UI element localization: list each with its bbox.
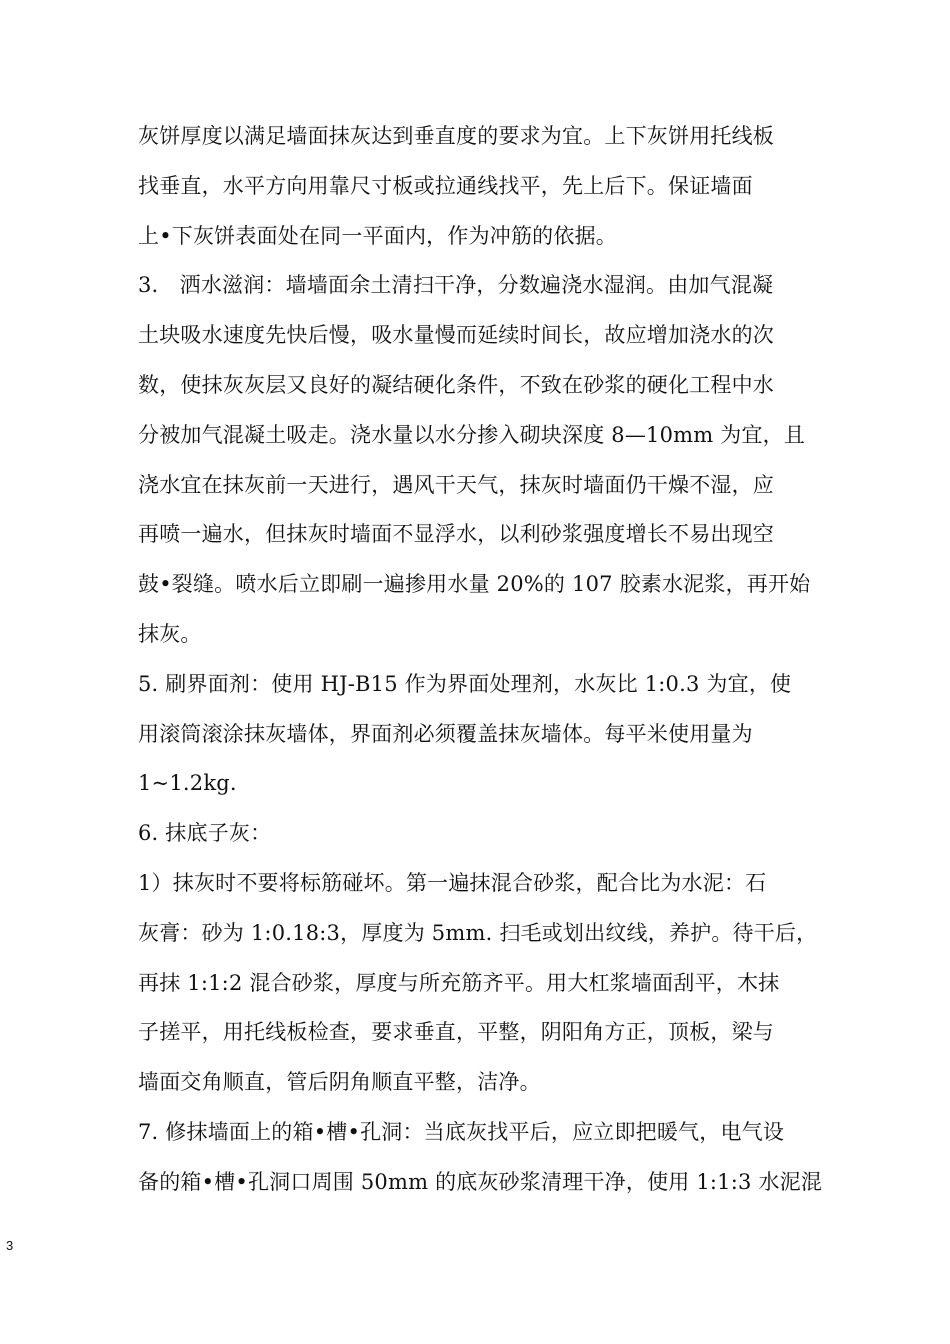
text-line: 5. 刷界面剂：使用 HJ-B15 作为界面处理剂，水灰比 1:0.3 为宜，使 xyxy=(138,671,792,696)
text-line: 子搓平，用托线板检查，要求垂直，平整，阴阳角方正，顶板，梁与 xyxy=(138,1020,774,1045)
text-line: 7. 修抹墙面上的箱•槽•孔洞：当底灰找平后，应立即把暖气，电气设 xyxy=(138,1119,785,1144)
text-line: 3. 洒水滋润：墙墙面余土清扫干净，分数遍浇水湿润。由加气混凝 xyxy=(138,273,774,298)
text-line: 备的箱•槽•孔洞口周围 50mm 的底灰砂浆清理干净，使用 1:1:3 水泥混 xyxy=(138,1169,823,1194)
text-line: 再抹 1:1:2 混合砂浆，厚度与所充筋齐平。用大杠浆墙面刮平，木抹 xyxy=(138,970,780,995)
page-number: 3 xyxy=(6,1238,14,1253)
text-line: 上•下灰饼表面处在同一平面内，作为冲筋的依据。 xyxy=(138,223,617,248)
text-line: 浇水宜在抹灰前一天进行，遇风干天气，抹灰时墙面仍干燥不湿，应 xyxy=(138,472,774,497)
text-line: 分被加气混凝土吸走。浇水量以水分掺入砌块深度 8—10mm 为宜，且 xyxy=(138,422,806,447)
text-line: 鼓•裂缝。喷水后立即刷一遍掺用水量 20%的 107 胶素水泥浆，再开始 xyxy=(138,572,811,597)
text-line: 1）抹灰时不要将标筋碰坏。第一遍抹混合砂浆，配合比为水泥：石 xyxy=(138,870,767,895)
text-line: 再喷一遍水，但抹灰时墙面不显浮水，以利砂浆强度增长不易出现空 xyxy=(138,522,774,547)
text-line: 找垂直，水平方向用靠尺寸板或拉通线找平，先上后下。保证墙面 xyxy=(138,173,753,198)
text-line: 土块吸水速度先快后慢，吸水量慢而延续时间长，故应增加浇水的次 xyxy=(138,323,774,348)
text-line: 1~1.2kg. xyxy=(138,771,237,796)
body-text xyxy=(138,112,828,1208)
text-line: 灰饼厚度以满足墙面抹灰达到垂直度的要求为宜。上下灰饼用托线板 xyxy=(138,124,774,148)
text-line: 6. 抹底子灰： xyxy=(138,821,272,846)
text-line: 墙面交角顺直，管后阴角顺直平整，洁净。 xyxy=(138,1070,541,1095)
text-line: 抹灰。 xyxy=(138,621,202,646)
text-line: 灰膏：砂为 1:0.18:3，厚度为 5mm. 扫毛或划出纹线，养护。待干后， xyxy=(138,920,818,945)
text-line: 用滚筒滚涂抹灰墙体，界面剂必须覆盖抹灰墙体。每平米使用量为 xyxy=(138,721,753,746)
text-line: 数，使抹灰灰层又良好的凝结硬化条件，不致在砂浆的硬化工程中水 xyxy=(138,372,774,397)
